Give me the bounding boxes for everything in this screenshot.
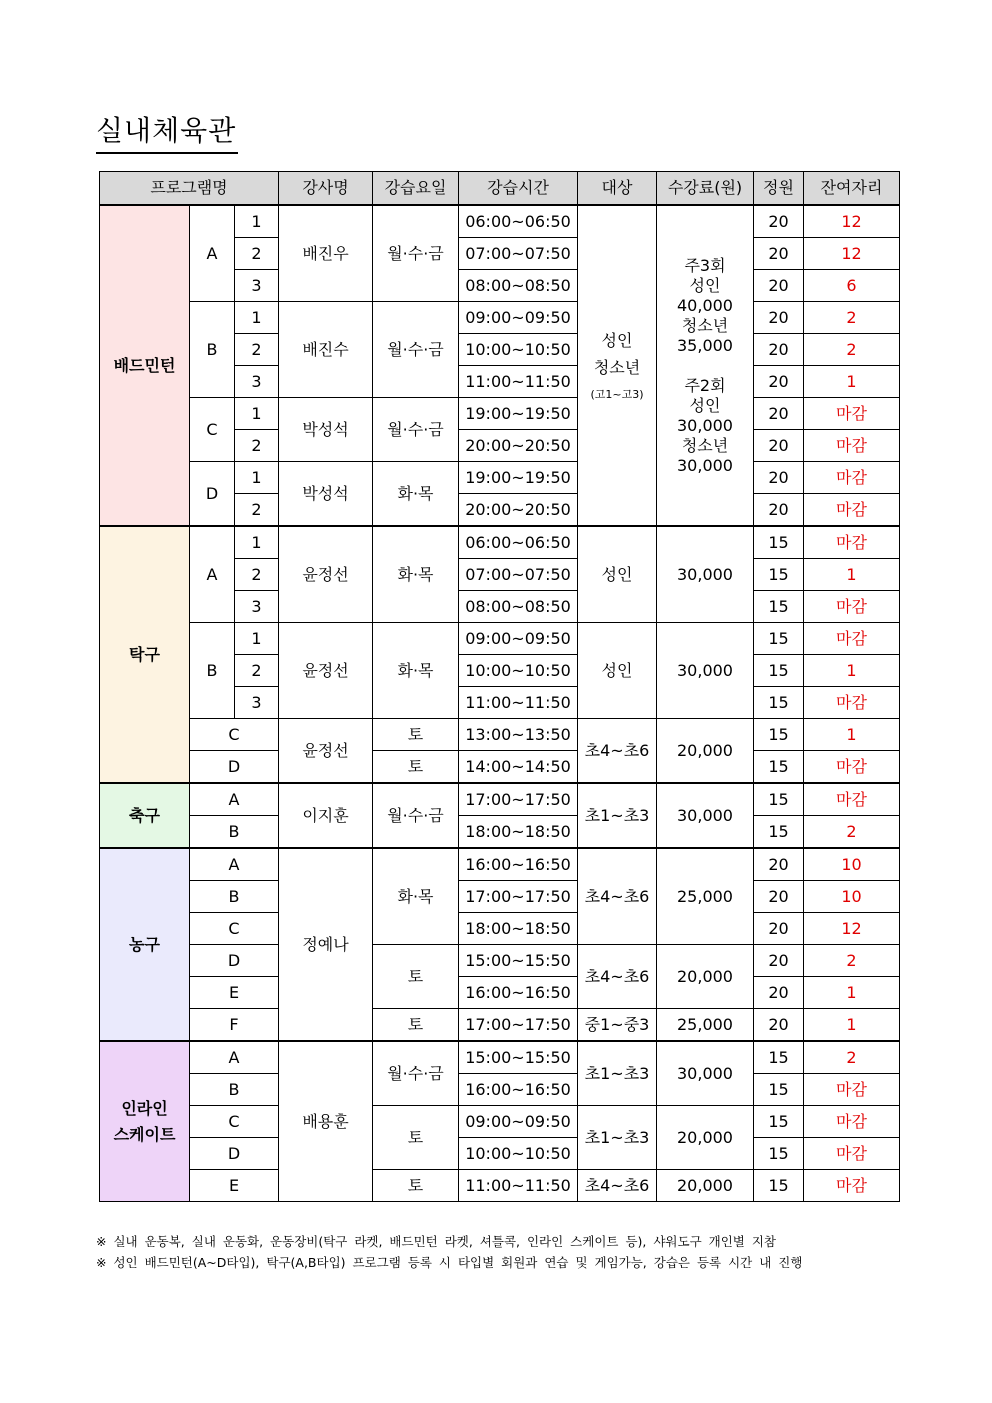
remaining-seats: 10: [804, 881, 900, 913]
group-label: B: [190, 881, 279, 913]
teacher-name: 정예나: [279, 848, 373, 1041]
capacity: 15: [754, 783, 804, 816]
table-row: [100, 398, 900, 430]
class-days: 토: [373, 1106, 459, 1170]
remaining-seats: 10: [804, 848, 900, 881]
table-row: [100, 913, 900, 945]
capacity: 15: [754, 1170, 804, 1202]
remaining-seats: 마감: [804, 1074, 900, 1106]
remaining-seats: 12: [804, 205, 900, 238]
class-days: 화·목: [373, 623, 459, 719]
header-program: 프로그램명: [100, 172, 279, 206]
class-time: 19:00~19:50: [459, 398, 578, 430]
class-time: 11:00~11:50: [459, 366, 578, 398]
session-number: 1: [235, 526, 279, 559]
group-label: D: [190, 462, 235, 527]
capacity: 20: [754, 205, 804, 238]
session-number: 2: [235, 238, 279, 270]
class-days: 화·목: [373, 848, 459, 945]
remaining-seats: 2: [804, 945, 900, 977]
group-label: D: [190, 1138, 279, 1170]
class-time: 08:00~08:50: [459, 591, 578, 623]
capacity: 20: [754, 848, 804, 881]
class-days: 토: [373, 719, 459, 751]
table-row: [100, 751, 900, 784]
fee-text: 주3회 성인 40,000 청소년 35,000 주2회 성인 30,000 청소년 30,000: [657, 205, 754, 526]
class-time: 07:00~07:50: [459, 559, 578, 591]
note-line: ※ 성인 배드민턴(A~D타입), 탁구(A,B타입) 프로그램 등록 시 타입별 회원과 연습 및 게임가능, 강습은 등록 시간 내 진행: [96, 1255, 803, 1270]
class-days: 토: [373, 751, 459, 784]
fee-text: 20,000: [657, 1106, 754, 1170]
group-label: D: [190, 945, 279, 977]
group-label: C: [190, 719, 279, 751]
target-label: 초1~초3: [578, 1041, 657, 1106]
program-name-soccer: 축구: [100, 783, 190, 848]
capacity: 20: [754, 1009, 804, 1042]
class-days: 월·수·금: [373, 783, 459, 848]
target-label: 중1~중3: [578, 1009, 657, 1042]
class-time: 18:00~18:50: [459, 913, 578, 945]
capacity: 15: [754, 1106, 804, 1138]
remaining-seats: 마감: [804, 591, 900, 623]
note-line: ※ 실내 운동복, 실내 운동화, 운동장비(탁구 라켓, 배드민턴 라켓, 셔틀콕, 인라인 스케이트 등), 샤워도구 개인별 지참: [96, 1234, 776, 1249]
remaining-seats: 마감: [804, 623, 900, 655]
fee-text: 25,000: [657, 848, 754, 945]
class-days: 월·수·금: [373, 1041, 459, 1106]
group-label: B: [190, 623, 235, 719]
target-label: 성인: [578, 623, 657, 719]
capacity: 20: [754, 881, 804, 913]
class-time: 06:00~06:50: [459, 205, 578, 238]
teacher-name: 배용훈: [279, 1041, 373, 1202]
header-days: 강습요일: [373, 172, 459, 206]
remaining-seats: 2: [804, 1041, 900, 1074]
target-sub-label: (고1~고3): [590, 387, 644, 401]
class-time: 14:00~14:50: [459, 751, 578, 784]
remaining-seats: 1: [804, 366, 900, 398]
target-label: 초4~초6: [578, 1170, 657, 1202]
class-time: 16:00~16:50: [459, 977, 578, 1009]
group-label: F: [190, 1009, 279, 1042]
capacity: 15: [754, 1138, 804, 1170]
group-label: B: [190, 1074, 279, 1106]
capacity: 20: [754, 430, 804, 462]
class-time: 09:00~09:50: [459, 302, 578, 334]
session-number: 3: [235, 687, 279, 719]
remaining-seats: 2: [804, 334, 900, 366]
capacity: 20: [754, 913, 804, 945]
header-target: 대상: [578, 172, 657, 206]
class-days: 월·수·금: [373, 205, 459, 302]
remaining-seats: 마감: [804, 751, 900, 784]
class-time: 17:00~17:50: [459, 881, 578, 913]
class-time: 09:00~09:50: [459, 623, 578, 655]
session-number: 2: [235, 430, 279, 462]
group-label: C: [190, 913, 279, 945]
capacity: 20: [754, 462, 804, 494]
session-number: 1: [235, 462, 279, 494]
fee-text: 20,000: [657, 719, 754, 784]
target-label: 초4~초6: [578, 719, 657, 784]
session-number: 3: [235, 270, 279, 302]
header-time: 강습시간: [459, 172, 578, 206]
remaining-seats: 마감: [804, 783, 900, 816]
session-number: 1: [235, 623, 279, 655]
teacher-name: 이지훈: [279, 783, 373, 848]
table-row: [100, 783, 900, 816]
table-row: [100, 1009, 900, 1042]
schedule-table: [99, 171, 900, 1202]
fee-text: 30,000: [657, 783, 754, 848]
remaining-seats: 마감: [804, 398, 900, 430]
class-time: 10:00~10:50: [459, 655, 578, 687]
fee-text: 20,000: [657, 1170, 754, 1202]
class-time: 10:00~10:50: [459, 1138, 578, 1170]
remaining-seats: 6: [804, 270, 900, 302]
table-row: [100, 848, 900, 881]
group-label: C: [190, 398, 235, 462]
session-number: 2: [235, 655, 279, 687]
class-days: 토: [373, 945, 459, 1009]
class-days: 월·수·금: [373, 398, 459, 462]
capacity: 20: [754, 398, 804, 430]
teacher-name: 윤정선: [279, 719, 373, 784]
teacher-name: 배진수: [279, 302, 373, 398]
table-row: [100, 1138, 900, 1170]
class-days: 월·수·금: [373, 302, 459, 398]
class-time: 10:00~10:50: [459, 334, 578, 366]
session-number: 2: [235, 334, 279, 366]
capacity: 15: [754, 1074, 804, 1106]
capacity: 15: [754, 687, 804, 719]
remaining-seats: 마감: [804, 1138, 900, 1170]
program-name-pingpong: 탁구: [100, 526, 190, 783]
class-time: 18:00~18:50: [459, 816, 578, 849]
class-time: 08:00~08:50: [459, 270, 578, 302]
class-time: 20:00~20:50: [459, 430, 578, 462]
session-number: 2: [235, 559, 279, 591]
page-title: 실내체육관: [96, 112, 238, 154]
capacity: 15: [754, 526, 804, 559]
header-fee: 수강료(원): [657, 172, 754, 206]
target-label: 성인 청소년: [593, 330, 641, 377]
class-time: 11:00~11:50: [459, 1170, 578, 1202]
program-name-inline-skate: 인라인 스케이트: [100, 1041, 190, 1202]
target-cell: [578, 205, 657, 526]
session-number: 3: [235, 591, 279, 623]
capacity: 20: [754, 270, 804, 302]
capacity: 15: [754, 655, 804, 687]
group-label: A: [190, 526, 235, 623]
class-time: 17:00~17:50: [459, 783, 578, 816]
remaining-seats: 마감: [804, 526, 900, 559]
fee-text: 25,000: [657, 1009, 754, 1042]
capacity: 15: [754, 751, 804, 784]
group-label: A: [190, 848, 279, 881]
table-row: [100, 302, 900, 334]
fee-text: 20,000: [657, 945, 754, 1009]
target-label: 초4~초6: [578, 848, 657, 945]
target-label: 초4~초6: [578, 945, 657, 1009]
session-number: 2: [235, 494, 279, 527]
header-teacher: 강사명: [279, 172, 373, 206]
group-label: B: [190, 302, 235, 398]
class-time: 16:00~16:50: [459, 1074, 578, 1106]
target-label: 초1~초3: [578, 783, 657, 848]
table-row: [100, 881, 900, 913]
capacity: 20: [754, 334, 804, 366]
group-label: D: [190, 751, 279, 784]
remaining-seats: 마감: [804, 1170, 900, 1202]
fee-text: 30,000: [657, 623, 754, 719]
table-row: [100, 462, 900, 494]
program-name-basketball: 농구: [100, 848, 190, 1041]
class-time: 13:00~13:50: [459, 719, 578, 751]
class-time: 07:00~07:50: [459, 238, 578, 270]
capacity: 20: [754, 238, 804, 270]
header-remaining: 잔여자리: [804, 172, 900, 206]
class-time: 06:00~06:50: [459, 526, 578, 559]
fee-text: 30,000: [657, 526, 754, 623]
class-days: 토: [373, 1170, 459, 1202]
table-row: [100, 1106, 900, 1138]
session-number: 3: [235, 366, 279, 398]
class-days: 토: [373, 1009, 459, 1042]
remaining-seats: 1: [804, 977, 900, 1009]
table-row: [100, 1170, 900, 1202]
teacher-name: 윤정선: [279, 623, 373, 719]
class-time: 09:00~09:50: [459, 1106, 578, 1138]
class-time: 17:00~17:50: [459, 1009, 578, 1042]
class-days: 화·목: [373, 462, 459, 527]
table-row: [100, 1074, 900, 1106]
group-label: A: [190, 783, 279, 816]
class-time: 20:00~20:50: [459, 494, 578, 527]
table-row: [100, 719, 900, 751]
group-label: B: [190, 816, 279, 849]
remaining-seats: 마감: [804, 1106, 900, 1138]
capacity: 20: [754, 494, 804, 527]
capacity: 15: [754, 559, 804, 591]
remaining-seats: 1: [804, 559, 900, 591]
table-row: [100, 526, 900, 559]
table-row: [100, 205, 900, 238]
session-number: 1: [235, 398, 279, 430]
group-label: A: [190, 1041, 279, 1074]
capacity: 15: [754, 1041, 804, 1074]
teacher-name: 윤정선: [279, 526, 373, 623]
table-header-row: [100, 172, 900, 206]
remaining-seats: 2: [804, 302, 900, 334]
capacity: 20: [754, 977, 804, 1009]
remaining-seats: 마감: [804, 462, 900, 494]
capacity: 20: [754, 302, 804, 334]
header-capacity: 정원: [754, 172, 804, 206]
remaining-seats: 12: [804, 913, 900, 945]
capacity: 15: [754, 591, 804, 623]
group-label: E: [190, 977, 279, 1009]
table-row: [100, 816, 900, 849]
group-label: E: [190, 1170, 279, 1202]
class-time: 15:00~15:50: [459, 945, 578, 977]
remaining-seats: 1: [804, 719, 900, 751]
table-row: [100, 945, 900, 977]
target-label: 초1~초3: [578, 1106, 657, 1170]
remaining-seats: 마감: [804, 687, 900, 719]
notes: [96, 1231, 802, 1273]
capacity: 20: [754, 945, 804, 977]
class-time: 11:00~11:50: [459, 687, 578, 719]
class-time: 16:00~16:50: [459, 848, 578, 881]
remaining-seats: 1: [804, 1009, 900, 1042]
table-row: [100, 623, 900, 655]
class-time: 15:00~15:50: [459, 1041, 578, 1074]
target-label: 성인: [578, 526, 657, 623]
teacher-name: 배진우: [279, 205, 373, 302]
table-row: [100, 977, 900, 1009]
session-number: 1: [235, 205, 279, 238]
capacity: 15: [754, 719, 804, 751]
group-label: A: [190, 205, 235, 302]
remaining-seats: 2: [804, 816, 900, 849]
class-days: 화·목: [373, 526, 459, 623]
remaining-seats: 1: [804, 655, 900, 687]
remaining-seats: 12: [804, 238, 900, 270]
capacity: 15: [754, 623, 804, 655]
group-label: C: [190, 1106, 279, 1138]
table-row: [100, 1041, 900, 1074]
teacher-name: 박성석: [279, 462, 373, 527]
class-time: 19:00~19:50: [459, 462, 578, 494]
fee-text: 30,000: [657, 1041, 754, 1106]
capacity: 20: [754, 366, 804, 398]
session-number: 1: [235, 302, 279, 334]
teacher-name: 박성석: [279, 398, 373, 462]
capacity: 15: [754, 816, 804, 849]
remaining-seats: 마감: [804, 430, 900, 462]
remaining-seats: 마감: [804, 494, 900, 527]
program-name-badminton: 배드민턴: [100, 205, 190, 526]
